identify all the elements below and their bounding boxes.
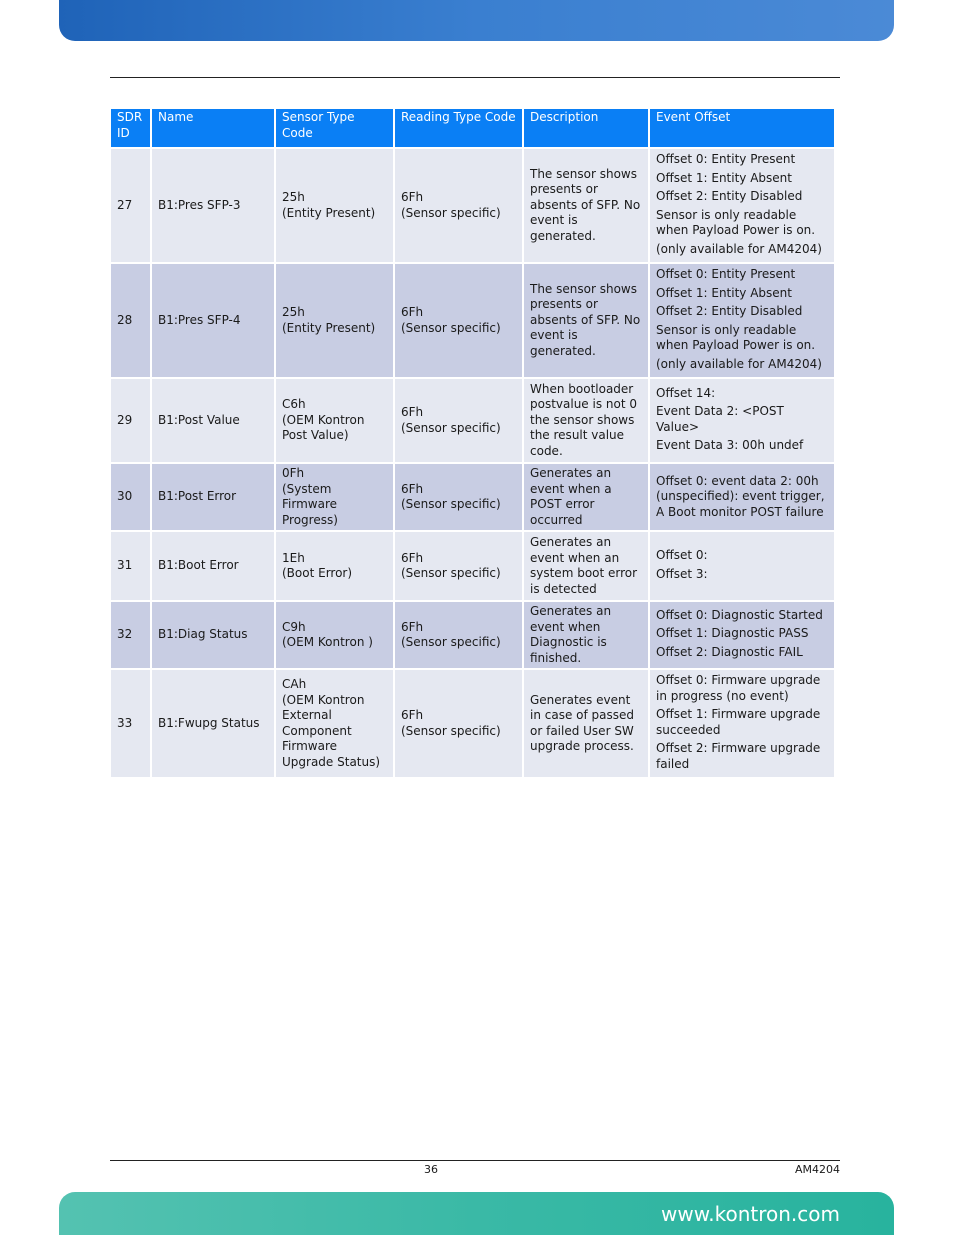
- event-offset-line: Offset 0: Entity Present: [656, 152, 796, 166]
- website-link[interactable]: www.kontron.com: [661, 1202, 840, 1226]
- sensor-type-code: 25h: [282, 190, 305, 204]
- cell-sdr-id: 29: [111, 379, 150, 462]
- event-offset-line: Offset 0: Diagnostic Started: [656, 607, 823, 622]
- sensor-type-code: 0Fh: [282, 466, 305, 480]
- sensor-type-desc: (OEM Kontron Post Value): [282, 412, 365, 443]
- sensor-table: [109, 107, 836, 779]
- header-banner: [59, 0, 894, 41]
- reading-type-desc: (Sensor specific): [401, 320, 501, 335]
- header-sdr-id: SDR ID: [111, 109, 150, 147]
- cell-reading-type: [395, 149, 522, 262]
- event-offset-line: Offset 0: event data 2: 00h (unspecified): event trigger, A Boot monitor POST failure: [656, 473, 825, 519]
- header-description: Description: [524, 109, 648, 147]
- event-offset-line: Offset 1: Entity Absent: [656, 285, 792, 300]
- sensor-type-desc: (OEM Kontron ): [282, 635, 373, 649]
- sensor-type-code: C6h: [282, 397, 306, 412]
- header-name: Name: [152, 109, 274, 147]
- cell-sdr-id: 31: [111, 532, 150, 600]
- cell-event-offset: [650, 149, 834, 262]
- reading-type-desc: (Sensor specific): [401, 635, 501, 649]
- sensor-type-desc: (Boot Error): [282, 566, 353, 580]
- cell-reading-type: [395, 464, 522, 530]
- reading-type-code: 6Fh: [401, 708, 424, 722]
- reading-type-desc: (Sensor specific): [401, 566, 501, 580]
- event-offset-line: Event Data 3: 00h undef: [656, 438, 804, 452]
- event-offset-line: (only available for AM4204): [656, 241, 822, 256]
- reading-type-code: 6Fh: [401, 619, 424, 634]
- reading-type-desc: (Sensor specific): [401, 723, 501, 738]
- table-row: [111, 602, 834, 668]
- header-event-offset: Event Offset: [650, 109, 834, 147]
- page-number: 36: [424, 1163, 438, 1176]
- table-row: [111, 464, 834, 530]
- cell-reading-type: [395, 602, 522, 668]
- table-header-row: [111, 109, 834, 147]
- cell-sensor-type: [276, 602, 393, 668]
- reading-type-code: 6Fh: [401, 305, 424, 319]
- cell-reading-type: [395, 264, 522, 377]
- cell-description: When bootloader postvalue is not 0 the sensor shows the result value code.: [524, 379, 648, 462]
- cell-name: B1:Pres SFP-3: [152, 149, 274, 262]
- event-offset-line: Offset 0: Firmware upgrade in progress (no event): [656, 673, 821, 703]
- sensor-type-desc: (Entity Present): [282, 320, 376, 335]
- table-row: [111, 670, 834, 777]
- event-offset-line: Event Data 2: <POST Value>: [656, 404, 784, 434]
- cell-sdr-id: 28: [111, 264, 150, 377]
- sensor-type-desc: (System Firmware Progress): [282, 481, 338, 527]
- reading-type-code: 6Fh: [401, 481, 424, 496]
- cell-sensor-type: [276, 149, 393, 262]
- table-row: [111, 532, 834, 600]
- cell-sensor-type: [276, 532, 393, 600]
- cell-sdr-id: 33: [111, 670, 150, 777]
- cell-sensor-type: [276, 670, 393, 777]
- cell-description: Generates an event when an system boot error is detected: [524, 532, 648, 600]
- sensor-type-code: 25h: [282, 305, 305, 319]
- reading-type-code: 6Fh: [401, 405, 424, 419]
- event-offset-line: Offset 0: Entity Present: [656, 267, 796, 281]
- cell-reading-type: [395, 379, 522, 462]
- event-offset-line: Sensor is only readable when Payload Power is on.: [656, 322, 816, 352]
- table-row: [111, 149, 834, 262]
- cell-sensor-type: [276, 379, 393, 462]
- event-offset-line: Offset 1: Firmware upgrade succeeded: [656, 707, 821, 737]
- cell-event-offset: [650, 532, 834, 600]
- cell-description: Generates event in case of passed or failed User SW upgrade process.: [524, 670, 648, 777]
- footer-banner: [59, 1192, 894, 1235]
- cell-name: B1:Boot Error: [152, 532, 274, 600]
- cell-event-offset: [650, 379, 834, 462]
- cell-description: The sensor shows presents or absents of SFP. No event is generated.: [524, 149, 648, 262]
- cell-event-offset: [650, 670, 834, 777]
- sensor-type-code: C9h: [282, 619, 306, 634]
- reading-type-code: 6Fh: [401, 550, 424, 565]
- document-id: AM4204: [794, 1163, 840, 1176]
- cell-name: B1:Post Value: [152, 379, 274, 462]
- cell-sdr-id: 30: [111, 464, 150, 530]
- event-offset-line: Offset 0:: [656, 548, 708, 562]
- cell-sdr-id: 27: [111, 149, 150, 262]
- event-offset-line: Offset 2: Entity Disabled: [656, 304, 803, 318]
- table-row: [111, 379, 834, 462]
- reading-type-desc: (Sensor specific): [401, 205, 501, 220]
- event-offset-line: Offset 2: Firmware upgrade failed: [656, 741, 821, 771]
- event-offset-line: (only available for AM4204): [656, 356, 822, 371]
- event-offset-line: Offset 1: Diagnostic PASS: [656, 626, 809, 641]
- footer-divider: [110, 1160, 840, 1161]
- cell-reading-type: [395, 532, 522, 600]
- header-divider: [110, 77, 840, 78]
- cell-name: B1:Fwupg Status: [152, 670, 274, 777]
- cell-reading-type: [395, 670, 522, 777]
- cell-sensor-type: [276, 264, 393, 377]
- reading-type-code: 6Fh: [401, 190, 424, 204]
- event-offset-line: Offset 2: Diagnostic FAIL: [656, 644, 803, 659]
- sensor-type-code: CAh: [282, 677, 307, 691]
- cell-name: B1:Post Error: [152, 464, 274, 530]
- cell-event-offset: [650, 602, 834, 668]
- reading-type-desc: (Sensor specific): [401, 497, 501, 511]
- table-row: [111, 264, 834, 377]
- sensor-type-desc: (OEM Kontron External Component Firmware Upgrade Status): [282, 692, 381, 769]
- cell-description: Generates an event when a POST error occurred: [524, 464, 648, 530]
- sensor-type-code: 1Eh: [282, 550, 305, 565]
- header-reading-type-code: Reading Type Code: [395, 109, 522, 147]
- cell-event-offset: [650, 464, 834, 530]
- event-offset-line: Offset 14:: [656, 385, 716, 400]
- event-offset-line: Offset 2: Entity Disabled: [656, 189, 803, 203]
- event-offset-line: Offset 1: Entity Absent: [656, 170, 792, 185]
- header-sensor-type-code: Sensor Type Code: [276, 109, 393, 147]
- cell-sensor-type: [276, 464, 393, 530]
- cell-sdr-id: 32: [111, 602, 150, 668]
- cell-event-offset: [650, 264, 834, 377]
- reading-type-desc: (Sensor specific): [401, 420, 501, 435]
- cell-name: B1:Diag Status: [152, 602, 274, 668]
- sensor-type-desc: (Entity Present): [282, 205, 376, 220]
- cell-name: B1:Pres SFP-4: [152, 264, 274, 377]
- cell-description: Generates an event when Diagnostic is finished.: [524, 602, 648, 668]
- event-offset-line: Offset 3:: [656, 566, 708, 581]
- event-offset-line: Sensor is only readable when Payload Power is on.: [656, 207, 816, 237]
- cell-description: The sensor shows presents or absents of SFP. No event is generated.: [524, 264, 648, 377]
